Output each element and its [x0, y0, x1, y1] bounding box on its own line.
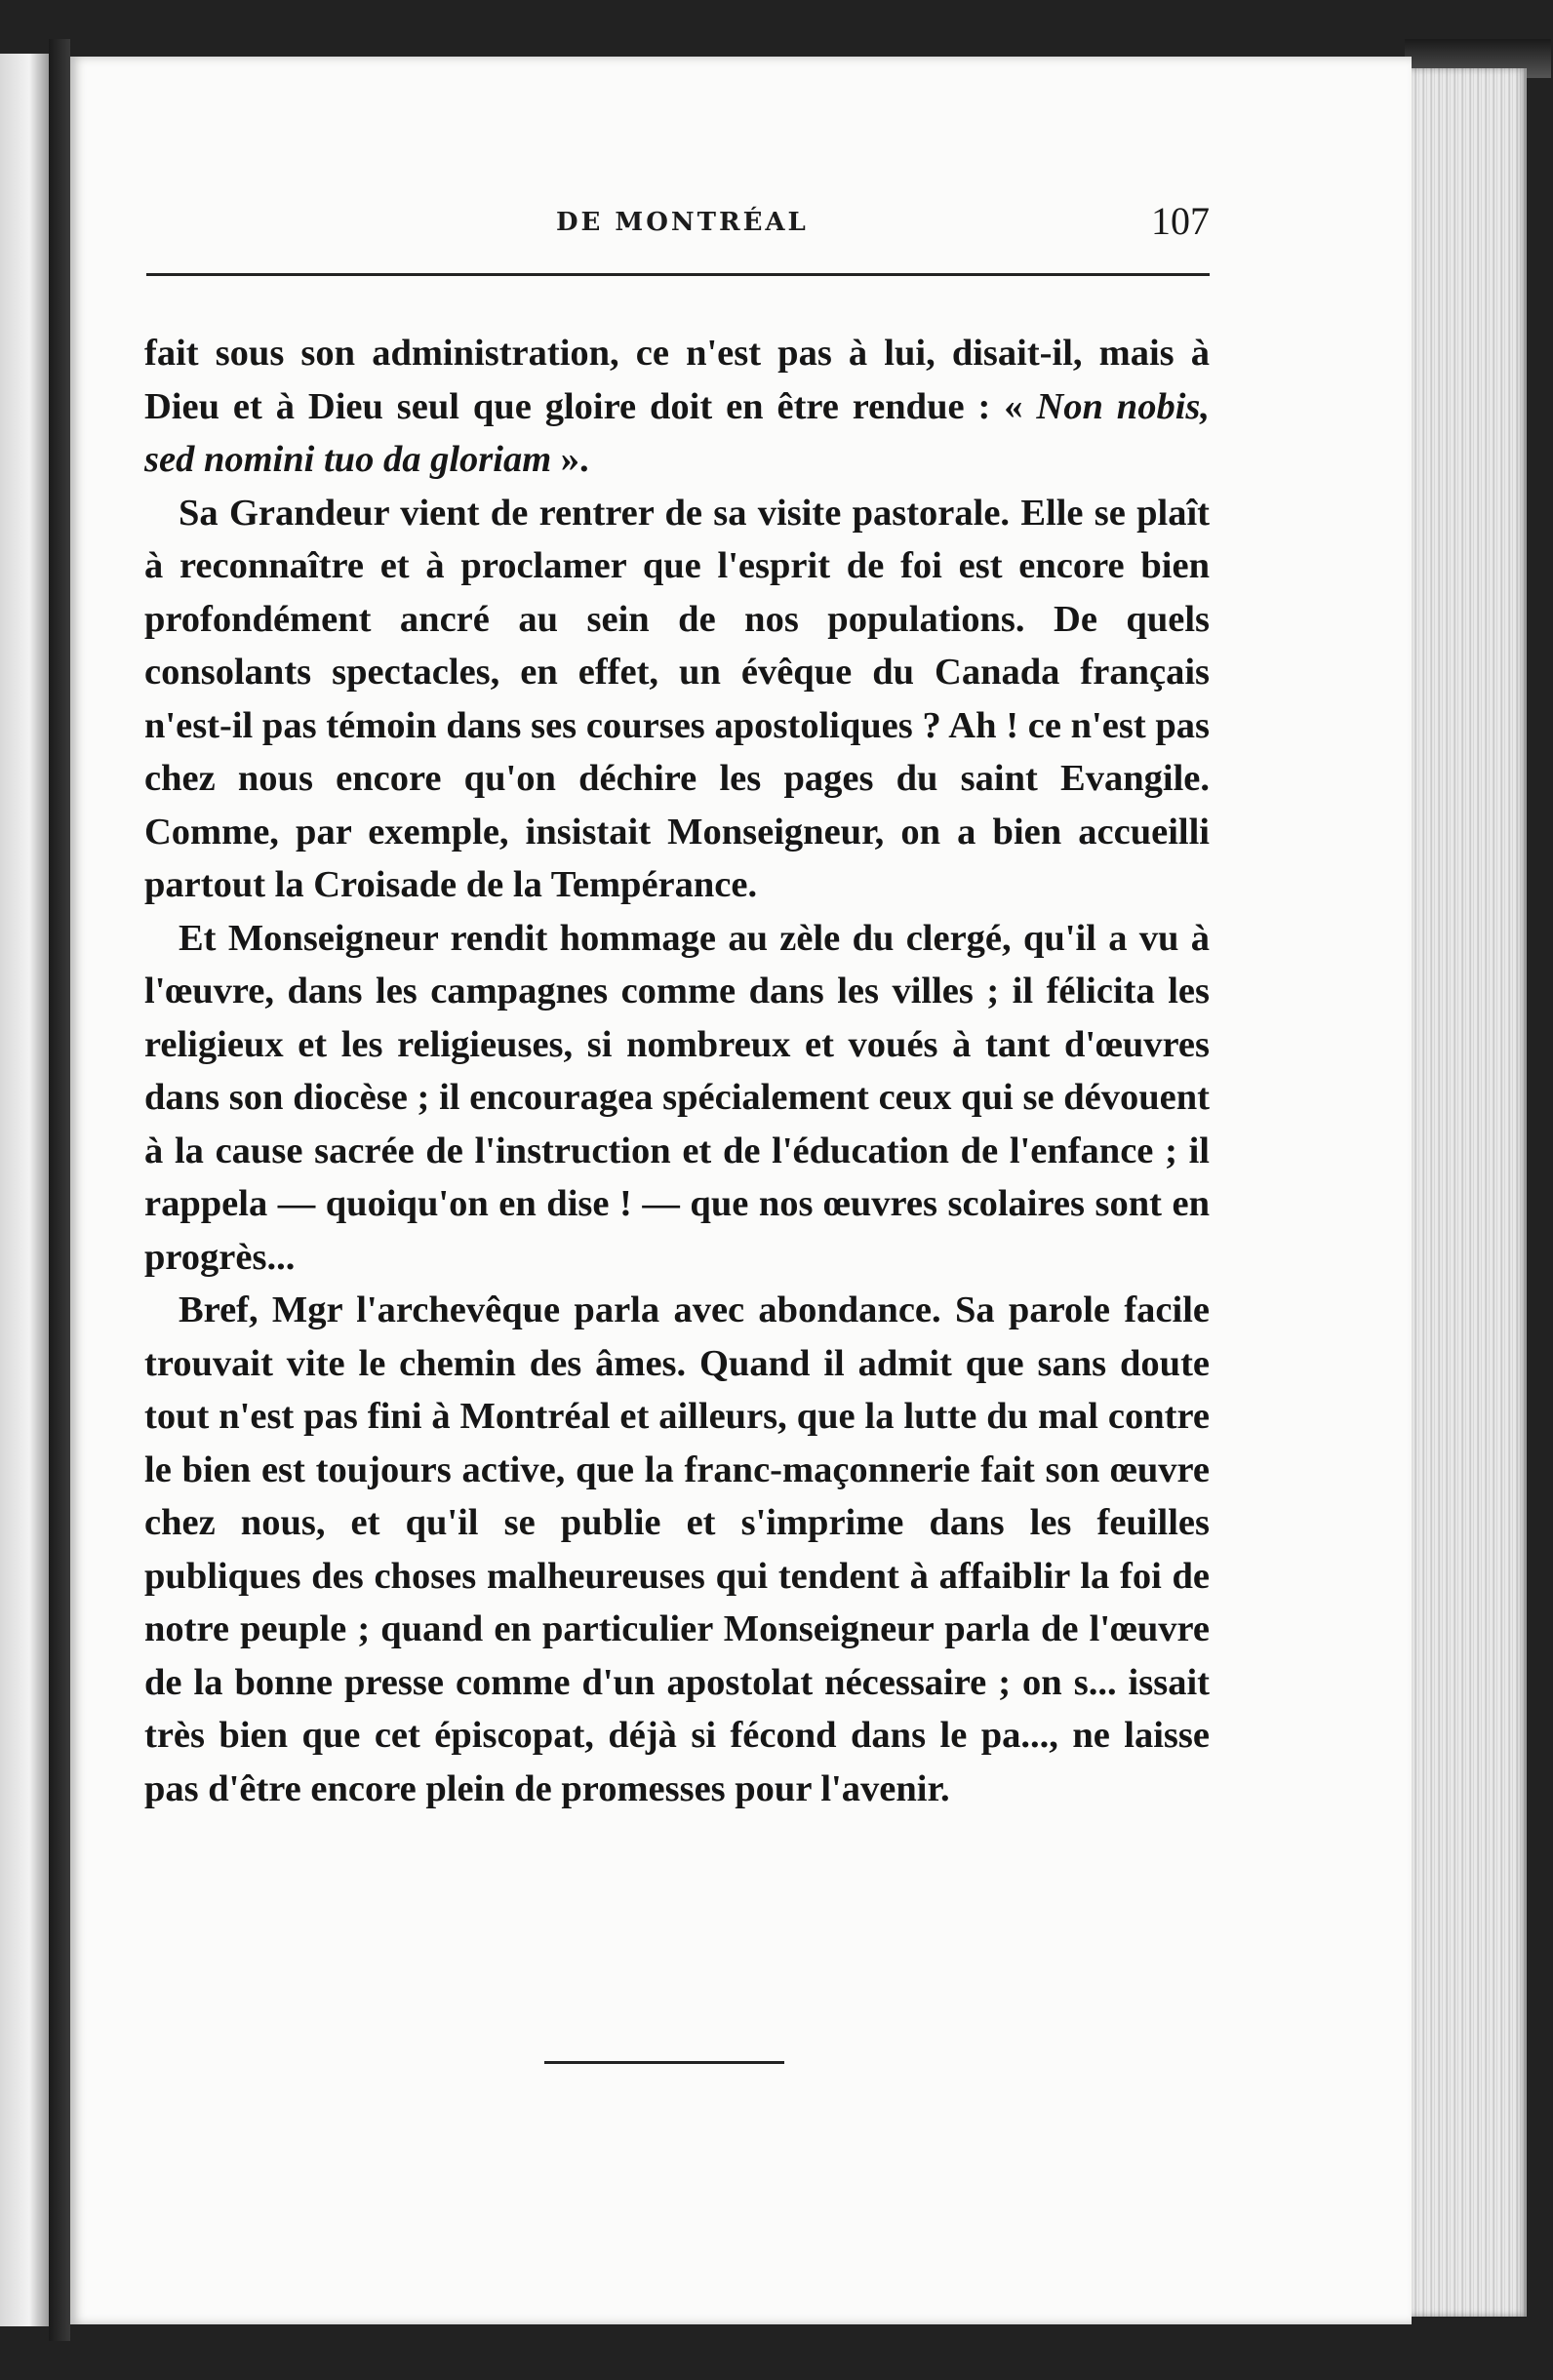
running-title: DE MONTRÉAL [556, 208, 809, 237]
paragraph-3: Et Monseigneur rendit hommage au zèle du clergé, qu'il a vu à l'œuvre, dans les campagnes comme dans les villes ; il félicita les religieux et les religieuses, si nombreux et voués à tant d'œuvres dans son diocèse ; il encouragea spécialement ceux qui se dévouent à la cause sacrée de l'instruction et de l'éducation de l'enfance ; il rappela — quoiqu'on en dise ! — que nos œuvres scolaires sont en progrès... [144, 917, 1210, 1278]
closing-rule [544, 2061, 784, 2064]
book-gutter [49, 39, 70, 2341]
paragraph-4: Bref, Mgr l'archevêque parla avec abondance. Sa parole facile trouvait vite le chemin des âmes. Quand il admit que sans doute tout n'est pas fini à Montréal et ailleurs, que la lutte du mal contre le bien est toujours active, que la franc-maçonnerie fait son œuvre chez nous, et qu'il se publie et s'imprime dans les feuilles publiques des choses malheureuses qui tendent à affaiblir la foi de notre peuple ; quand en particulier Monseigneur parla de l'œuvre de la bonne presse comme d'un apostolat nécessaire ; on s... issait très bien que cet épiscopat, déjà si fécond dans le pa..., ne laisse pas d'être encore plein de promesses pour l'avenir. [144, 1289, 1210, 1809]
left-page-edge [0, 54, 49, 2326]
latin-quote: Non nobis, sed nomini tuo da gloriam [144, 385, 1210, 480]
page-number: 107 [1151, 199, 1210, 243]
paragraph-2: Sa Grandeur vient de rentrer de sa visite pastorale. Elle se plaît à reconnaître et à proclamer que l'esprit de foi est encore bien profondément ancré au sein de nos populations. De quels consolants spectacles, en effet, un évêque du Canada français n'est-il pas témoin dans ses courses apostoliques ? Ah ! ce n'est pas chez nous encore qu'on déchire les pages du saint Evangile. Comme, par exemple, insistait Monseigneur, on a bien accueilli partout la Croisade de la Tempérance. [144, 492, 1210, 905]
page-stack-edges [1412, 68, 1527, 2317]
body-text [144, 327, 1210, 1815]
paragraph-1: fait sous son administration, ce n'est pas à lui, disait-il, mais à Dieu et à Dieu seul que gloire doit en être rendue : « Non nobis, sed nomini tuo da gloriam ». [144, 333, 1210, 480]
running-head [146, 200, 1210, 258]
header-rule [146, 273, 1210, 276]
